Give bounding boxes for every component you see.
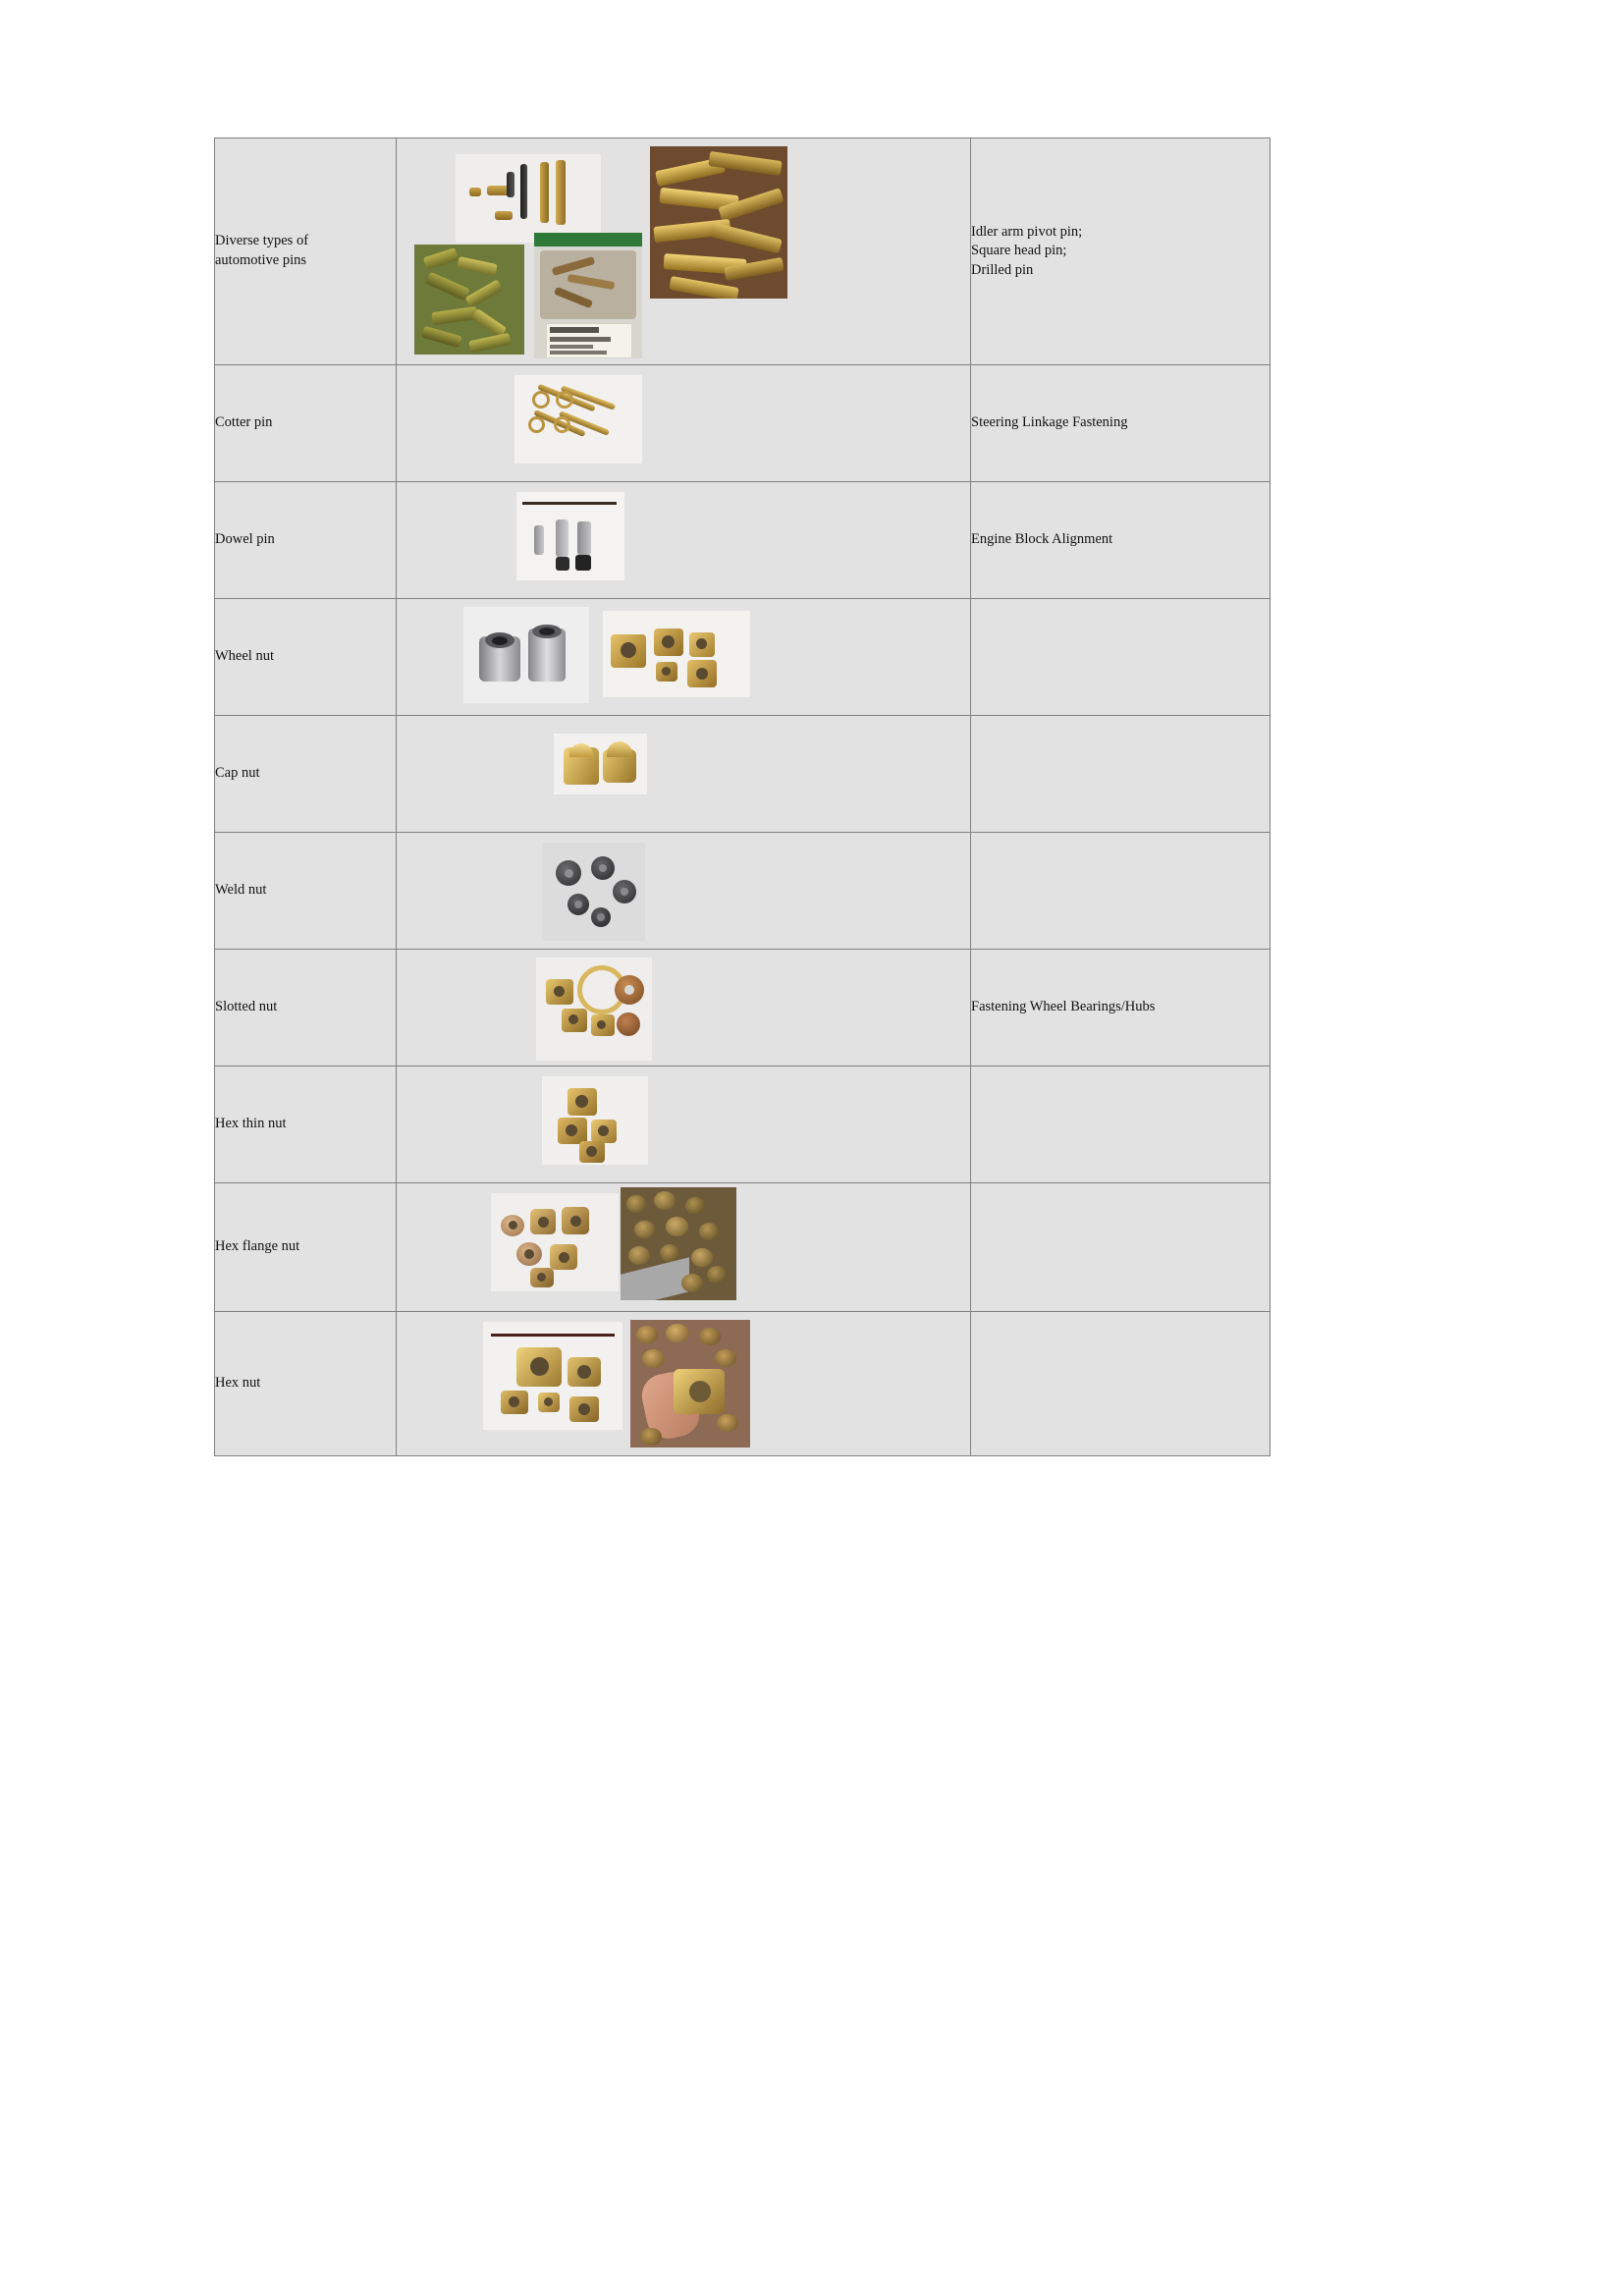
product-name-cell (215, 138, 397, 365)
product-image-cell (397, 482, 971, 599)
application-cell (971, 1312, 1271, 1456)
product-image-cell (397, 833, 971, 950)
product-name-line: Wheel nut (215, 648, 274, 665)
wheel-nut-chrome-photo (463, 607, 589, 703)
application-cell (971, 716, 1271, 833)
product-image-cell (397, 716, 971, 833)
product-name-line: Hex flange nut (215, 1238, 300, 1255)
hex-thin-nut-photo (542, 1076, 648, 1165)
application-cell (971, 833, 1271, 950)
table-row (215, 716, 1271, 833)
product-name-line: Cap nut (215, 765, 260, 782)
packaged-pins-photo (534, 233, 642, 358)
weld-nut-photo (542, 843, 645, 941)
cotter-pin-photo (514, 375, 642, 464)
application-cell (971, 1183, 1271, 1312)
table-row (215, 138, 1271, 365)
application-line: Square head pin; (971, 243, 1067, 259)
product-name-cell (215, 482, 397, 599)
product-image-cell (397, 1183, 971, 1312)
product-image-cell (397, 950, 971, 1066)
product-name-cell (215, 950, 397, 1066)
wheel-nut-brass-photo (603, 611, 750, 697)
application-cell (971, 599, 1271, 716)
application-cell (971, 482, 1271, 599)
table-row (215, 599, 1271, 716)
application-line: Idler arm pivot pin; (971, 223, 1083, 240)
product-name-line: Dowel pin (215, 531, 275, 548)
hex-flange-nut-photo (491, 1193, 619, 1291)
application-cell (971, 365, 1271, 482)
table-row (215, 950, 1271, 1066)
table-row (215, 1183, 1271, 1312)
product-name-line: Cotter pin (215, 414, 273, 431)
product-name-line: Hex nut (215, 1375, 261, 1392)
hex-nut-photo (483, 1322, 622, 1430)
table-row (215, 1312, 1271, 1456)
pins-assorted-photo (456, 154, 601, 243)
product-name-line: automotive pins (215, 252, 307, 268)
application-cell (971, 138, 1271, 365)
hex-nut-hand-photo (630, 1320, 750, 1448)
dowel-pin-photo (516, 492, 624, 580)
hex-flange-nut-bulk-photo (621, 1187, 736, 1300)
product-image-cell (397, 1066, 971, 1183)
product-name-cell (215, 1066, 397, 1183)
product-table (214, 137, 1271, 1456)
product-name-cell (215, 716, 397, 833)
application-line: Fastening Wheel Bearings/Hubs (971, 999, 1156, 1015)
bulk-yellow-pins-photo (650, 146, 787, 299)
product-name-line: Hex thin nut (215, 1116, 287, 1132)
table-row (215, 365, 1271, 482)
product-name-cell (215, 365, 397, 482)
product-image-cell (397, 138, 971, 365)
product-name-cell (215, 833, 397, 950)
green-zinc-pins-photo (414, 245, 524, 355)
application-line: Steering Linkage Fastening (971, 414, 1128, 431)
table-row (215, 833, 1271, 950)
cap-nut-photo (554, 734, 647, 794)
table-row (215, 482, 1271, 599)
application-line: Drilled pin (971, 261, 1034, 278)
product-name-cell (215, 1312, 397, 1456)
product-name-cell (215, 1183, 397, 1312)
application-cell (971, 950, 1271, 1066)
product-name-line: Slotted nut (215, 999, 278, 1015)
product-name-cell (215, 599, 397, 716)
application-cell (971, 1066, 1271, 1183)
product-image-cell (397, 599, 971, 716)
application-line: Engine Block Alignment (971, 531, 1113, 548)
product-name-line: Diverse types of (215, 233, 309, 249)
product-image-cell (397, 365, 971, 482)
slotted-nut-photo (536, 957, 652, 1061)
table-row (215, 1066, 1271, 1183)
product-name-line: Weld nut (215, 882, 267, 899)
product-image-cell (397, 1312, 971, 1456)
